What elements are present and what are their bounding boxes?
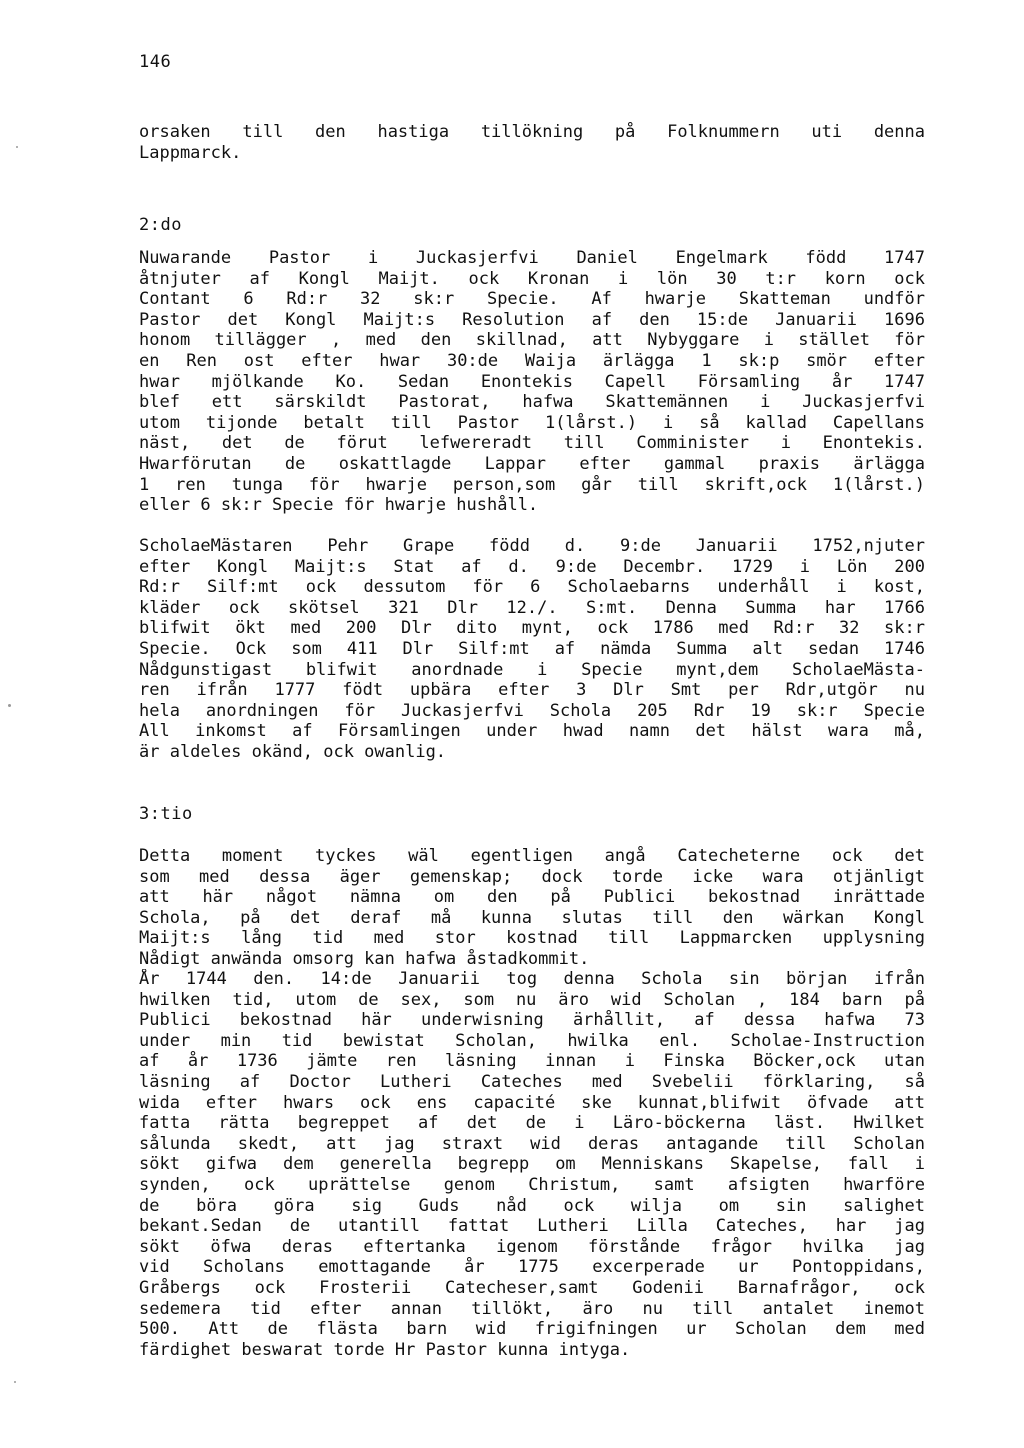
text-line: sedemera tid efter annan tillökt, äro nu till antalet inemot — [139, 1298, 925, 1319]
text-line: Nådgunstigast blifwit anordnade i Specie mynt,dem ScholaeMästa- — [139, 659, 925, 680]
text-line: ScholaeMästaren Pehr Grape född d. 9:de Januarii 1752,njuter — [139, 536, 925, 556]
text-line: År 1744 den. 14:de Januarii tog denna Schola sin början ifrån — [139, 969, 925, 989]
text-line: Schola, på det deraf må kunna slutas till den wärkan Kongl — [139, 907, 925, 928]
page-number: 146 — [139, 52, 172, 72]
text-line: under min tid bewistat Scholan, hwilka enl. Scholae-Instruction — [139, 1030, 925, 1051]
text-line: sökt öfwa deras eftertanka igenom förstånde frågor hvilka jag — [139, 1236, 925, 1257]
text-line: Specie. Ock som 411 Dlr Silf:mt af nämda Summa alt sedan 1746 — [139, 638, 925, 659]
text-line: Detta moment tyckes wäl egentligen angå Catecheterne ock det — [139, 846, 925, 866]
text-line: Gråbergs ock Frosterii Catecheser,samt Godenii Barnafrågor, ock — [139, 1277, 925, 1298]
scan-speck — [16, 146, 18, 148]
text-line: att här något nämna om den på Publici bekostnad inrättade — [139, 887, 925, 908]
text-line: blifwit ökt med 200 Dlr dito mynt, ock 1786 med Rd:r 32 sk:r — [139, 618, 925, 639]
text-line: Nuwarande Pastor i Juckasjerfvi Daniel Engelmark född 1747 — [139, 248, 925, 268]
paragraph-catechetes — [139, 846, 925, 970]
text-line: sålunda skedt, att jag straxt wid deras antagande till Scholan — [139, 1133, 925, 1154]
text-line: utom tijonde betalt till Pastor 1(lårst.) i så kallad Capellans — [139, 412, 925, 433]
text-line: hwilken tid, utom de sex, som nu äro wid Scholan , 184 barn på — [139, 989, 925, 1010]
text-line: Maijt:s lång tid med stor kostnad till Lappmarcken upplysning — [139, 928, 925, 949]
text-line: åtnjuter af Kongl Maijt. ock Kronan i lön 30 t:r korn ock — [139, 268, 925, 289]
text-line: synden, ock uprättelse genom Christum, samt afsigten hwarföre — [139, 1174, 925, 1195]
text-line: 500. Att de flästa barn wid frigifningen ur Scholan dem med — [139, 1319, 925, 1340]
text-line: som med dessa äger gemenskap; dock torde icke wara otjänligt — [139, 866, 925, 887]
text-line: blef ett särskildt Pastorat, hafwa Skattemännen i Juckasjerfvi — [139, 392, 925, 413]
text-line: Contant 6 Rd:r 32 sk:r Specie. Af hwarje Skatteman undför — [139, 289, 925, 310]
text-line: hela anordningen för Juckasjerfvi Schola 205 Rdr 19 sk:r Specie — [139, 700, 925, 721]
text-line: vid Scholans emottagande år 1775 excerperade ur Pontoppidans, — [139, 1257, 925, 1278]
text-line: näst, det de förut lefwereradt till Comminister i Enontekis. — [139, 433, 925, 454]
scan-speck — [14, 1381, 16, 1383]
text-line: af år 1736 jämte ren läsning innan i Finska Böcker,ock utan — [139, 1051, 925, 1072]
text-line: efter Kongl Maijt:s Stat af d. 9:de Decembr. 1729 i Lön 200 — [139, 556, 925, 577]
text-line: Nådigt anwända omsorg kan hafwa åstadkommit. — [139, 948, 590, 969]
text-line: orsaken till den hastiga tillökning på Folknummern uti denna — [139, 122, 925, 142]
text-line: honom tillägger , med den skillnad, att Nybyggare i stället för — [139, 330, 925, 351]
text-line: hwar mjölkande Ko. Sedan Enontekis Capell Församling år 1747 — [139, 371, 925, 392]
text-line: sökt gifwa dem generella begrepp om Menniskans Skapelse, fall i — [139, 1154, 925, 1175]
text-line: Rd:r Silf:mt ock dessutom för 6 Scholaebarns underhåll i kost, — [139, 577, 925, 598]
text-line: Pastor det Kongl Maijt:s Resolution af den 15:de Januarii 1696 — [139, 309, 925, 330]
text-line: ren ifrån 1777 födt upbära efter 3 Dlr Smt per Rdr,utgör nu — [139, 680, 925, 701]
text-line: Publici bekostnad här underwisning ärhållit, af dessa hafwa 73 — [139, 1010, 925, 1031]
text-line: de böra göra sig Guds nåd ock wilja om sin salighet — [139, 1195, 925, 1216]
section-heading-3: 3:tio — [139, 804, 193, 824]
text-line: All inkomst af Församlingen under hwad namn det hälst wara må, — [139, 721, 925, 742]
section-heading-2: 2:do — [139, 215, 182, 235]
paragraph-scholamaster — [139, 536, 925, 763]
text-line: Hwarförutan de oskattlagde Lappar efter gammal praxis ärlägga — [139, 453, 925, 474]
text-line: wida efter hwars ock ens capacité ske kunnat,blifwit öfvade att — [139, 1092, 925, 1113]
text-line: en Ren ost efter hwar 30:de Waija ärlägga 1 sk:p smör efter — [139, 350, 925, 371]
text-line: läsning af Doctor Lutheri Cateches med Svebelii förklaring, så — [139, 1071, 925, 1092]
scan-speck — [8, 704, 11, 707]
text-line: bekant.Sedan de utantill fattat Lutheri Lilla Cateches, har jag — [139, 1216, 925, 1237]
text-line: kläder ock skötsel 321 Dlr 12./. S:mt. Denna Summa har 1766 — [139, 597, 925, 618]
text-line: färdighet beswarat torde Hr Pastor kunna intyga. — [139, 1339, 631, 1360]
text-line: är aldeles okänd, ock owanlig. — [139, 741, 447, 762]
text-line: Lappmarck. — [139, 142, 242, 163]
paragraph-school-history — [139, 969, 925, 1360]
text-line: eller 6 sk:r Specie för hwarje hushåll. — [139, 495, 539, 516]
paragraph-pastor — [139, 248, 925, 516]
text-line: fatta rätta begreppet af det de i Läro-böckerna läst. Hwilket — [139, 1113, 925, 1134]
text-line: 1 ren tunga för hwarje person,som går till skrift,ock 1(lårst.) — [139, 474, 925, 495]
paragraph-intro — [139, 122, 925, 163]
